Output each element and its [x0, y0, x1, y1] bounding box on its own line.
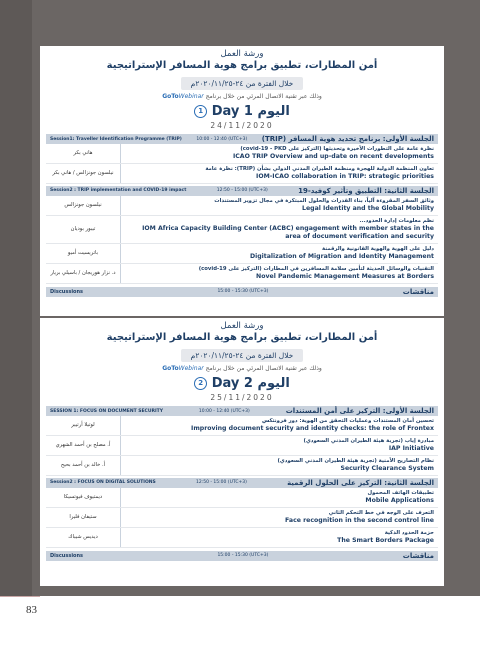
topic-en: Digitalization of Migration and Identity Management [249, 252, 434, 260]
speaker-name: أ. مصلح بن أحمد الشهري [55, 441, 111, 448]
speaker-name: أ. خالد بن أحمد بحيح [60, 461, 106, 468]
topic-ar: دليل على الهوية والهوية القانونية والرقمنة [322, 245, 434, 252]
topic-en: The Smart Borders Package [337, 536, 434, 544]
workshop-title: أمن المطارات، تطبيق برامج هوية المسافر الإستراتيجية [106, 332, 378, 343]
speaker-name: ديمتيوف فيوتسيكا [63, 493, 103, 500]
topic-en: Novel Pandemic Management Measures at Borders [256, 272, 434, 280]
topic-en: Security Clearance System [340, 464, 434, 472]
topic-ar: نظرة عامة على التطورات الأخيرة وتحديثها (التركيز على covid-19 - PKD) [240, 146, 434, 152]
workshop-label: ورشة العمل [220, 49, 264, 59]
via-text: وذلك عبر تقنية الاتصال المرئي من خلال برنامج [205, 93, 322, 100]
topic-ar: تحسين أمان المستندات وعمليات التحقق من الهوية: دور فرونتكس [261, 418, 434, 424]
via-text: وذلك عبر تقنية الاتصال المرئي من خلال برنامج [205, 365, 322, 372]
table-row [46, 216, 438, 244]
table-row [46, 416, 438, 436]
topic-en: Improving document security and identity checks: the role of Frontex [191, 424, 434, 432]
topic-en: IOM-ICAO collaboration in TRIP: strategic priorities [256, 172, 434, 180]
discussion-bar: Discussions 15:00 - 15:30 (UTC+3) مناقشات [46, 287, 438, 297]
table-row [46, 244, 438, 264]
via-line [40, 365, 444, 372]
day-heading [40, 376, 444, 391]
topic-ar: تعاون المنظمة الدولية للهجرة ومنظمة الطيران المدني الدولي بشأن (TRIP): نظرة عامة [205, 165, 434, 172]
footer-rule [0, 596, 40, 597]
table-row [46, 456, 438, 476]
day-heading [40, 104, 444, 119]
day-label-en: Day 1 [211, 104, 253, 119]
topic-ar: مبادرة إياب (تجربة هيئة الطيران المدني السعودي) [303, 437, 434, 444]
table-row [46, 488, 438, 508]
period-label: خلال الفترة من ٢٤-٢٠٢٠/١١/٢٥م [181, 77, 304, 90]
topic-en: Face recognition in the second control line [285, 516, 434, 524]
webinar-logo: GoToWebinar [162, 365, 204, 372]
discussion-bar: Discussions 15:00 - 15:30 (UTC+3) مناقشات [46, 551, 438, 561]
session-header: SESSION 1: FOCUS ON DOCUMENT SECURITY 10:00 - 12:40 (UTC+3) الجلسة الأولى: التركيز على أمن المستندات [46, 406, 438, 416]
table-row [46, 264, 438, 284]
speaker-name: لوتيلا أرتيير [71, 421, 95, 428]
topic-ar: نظم معلومات إدارة الحدود... [359, 217, 434, 224]
agenda-table [46, 134, 438, 297]
session-header: Session2 : FOCUS ON DIGITAL SOLUTIONS 12:50 - 15:00 (UTC+3) الجلسة الثانية: التركيز على الحلول الرقمية [46, 478, 438, 488]
session-header: Session1: Traveller Identification Programme (TRIP) 10:00 - 12:40 (UTC+3) الجلسة الأولى: برنامج تحديد هوية المسافر (TRIP) [46, 134, 438, 144]
table-row [46, 436, 438, 456]
topic-ar: نظام التصاريح الأمنية (تجربة هيئة الطيران المدني السعودي) [277, 457, 434, 464]
table-row [46, 196, 438, 216]
topic-en: IAP Initiative [388, 444, 434, 452]
day-label-ar: اليوم [257, 104, 290, 119]
speaker-name: د. نزار هوريجان / باسيلي بريار [50, 269, 116, 276]
table-row [46, 164, 438, 184]
day-number-icon: 1 [194, 105, 207, 118]
speaker-name: هاني بكر [73, 149, 93, 156]
speaker-name: باتريسيت أميو [67, 249, 99, 256]
topic-ar: تطبيقات الهاتف المحمول [367, 489, 434, 496]
workshop-label: ورشة العمل [220, 321, 264, 331]
speaker-name: نيلسون جونزالس [64, 201, 102, 208]
topic-ar: حزمة الحدود الذكية [384, 529, 434, 536]
day-number-icon: 2 [194, 377, 207, 390]
page-footer [0, 596, 480, 648]
period-label: خلال الفترة من ٢٤-٢٠٢٠/١١/٢٥م [181, 349, 304, 362]
session-header: Session2 : TRIP implementation and COVID-19 impact 12:50 - 15:00 (UTC+3) الجلسة الثانية: التطبيق وتأثير كوفيد-19 [46, 186, 438, 196]
day-date: 24/11/2020 [210, 121, 274, 130]
topic-en: Mobile Applications [365, 496, 434, 504]
via-line [40, 93, 444, 100]
webinar-logo: GoToWebinar [162, 93, 204, 100]
day-label-ar: اليوم [257, 376, 290, 391]
topic-ar: التعرف على الوجه في خط التحكم الثاني [328, 509, 434, 516]
topic-ar: وثائق السفر المقروءة آلياً، بناء القدرات والحلول المبتكرة في مجال تزوير المستندات [214, 197, 434, 204]
table-row [46, 144, 438, 164]
page-number: 83 [26, 604, 37, 616]
day-date: 25/11/2020 [210, 393, 274, 402]
table-row [46, 508, 438, 528]
agenda-table [46, 406, 438, 561]
speaker-name: ستيفان فليرا [69, 513, 97, 520]
topic-ar: التقنيات والوسائل الحديثة لتأمين سلامة المسافرين في المطارات (التركيز على covid-19) [198, 265, 434, 272]
program-sheet-day-1 [40, 46, 444, 316]
table-row [46, 528, 438, 548]
topic-en: IOM Africa Capacity Building Center (ACBC) engagement with member states in the area of document verification and security [142, 224, 434, 240]
topic-en: Legal Identity and the Global Mobility [302, 204, 434, 212]
speaker-name: تيبور بوديان [70, 225, 96, 232]
sheet-header [40, 49, 444, 130]
speaker-name: ديديس شيباك [68, 533, 98, 540]
workshop-title: أمن المطارات، تطبيق برامج هوية المسافر الإستراتيجية [106, 60, 378, 71]
topic-en: ICAO TRIP Overview and up-date on recent developments [232, 152, 434, 160]
day-label-en: Day 2 [211, 376, 253, 391]
left-margin-stripe [0, 0, 32, 648]
sheet-header [40, 321, 444, 402]
speaker-name: نيلسون جونزالس / هاني بكر [52, 169, 114, 176]
program-sheet-day-2 [40, 318, 444, 586]
